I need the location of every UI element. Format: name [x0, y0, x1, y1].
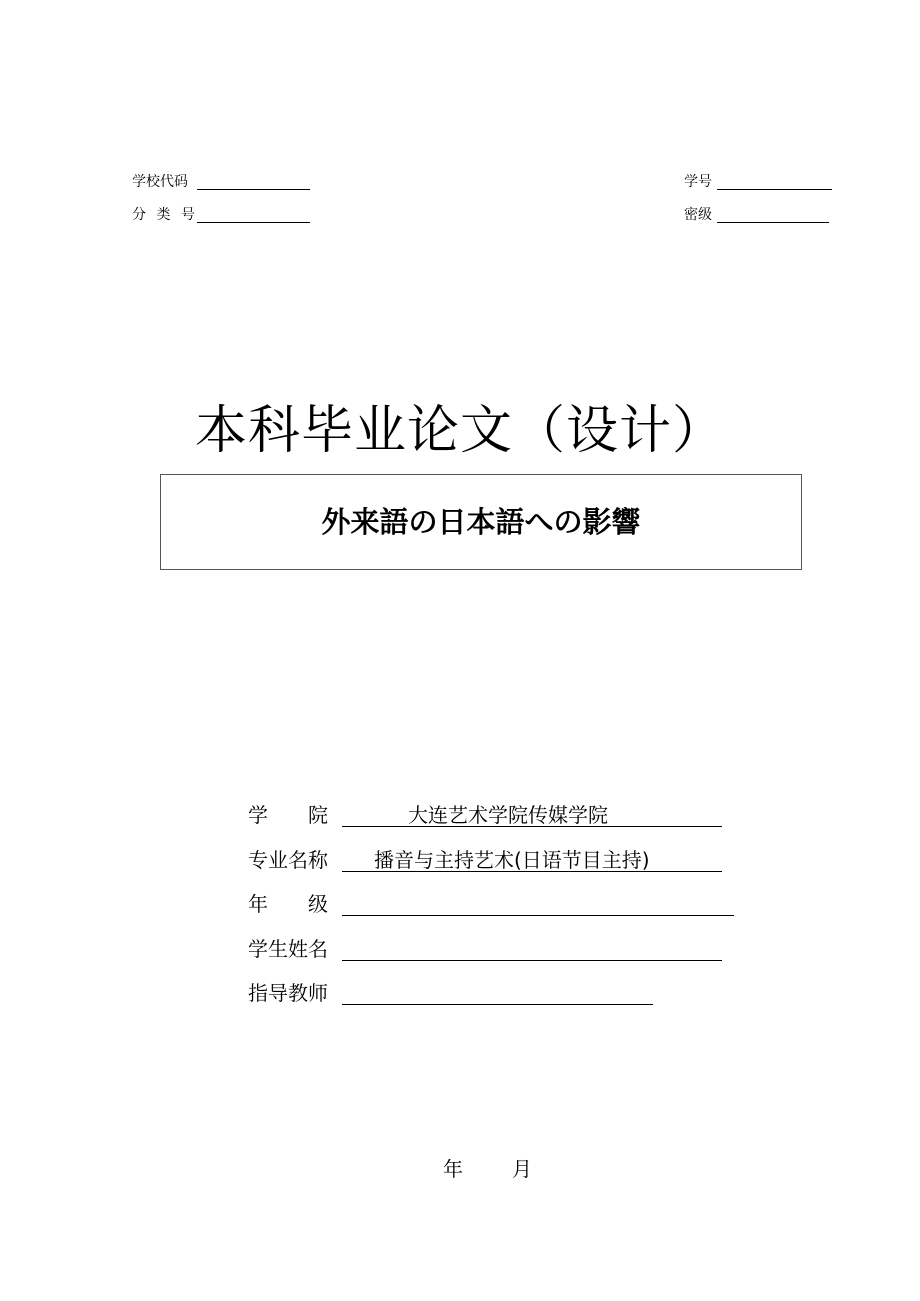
- grade-label: 年 级: [248, 892, 328, 916]
- advisor-field[interactable]: [342, 1004, 653, 1005]
- month-label: 月: [512, 1157, 532, 1181]
- student-id-field[interactable]: [717, 189, 832, 190]
- classification-label: 分 类 号: [132, 207, 198, 223]
- grade-field[interactable]: [342, 915, 734, 916]
- major-label: 专业名称: [248, 848, 328, 872]
- year-label: 年: [443, 1157, 463, 1181]
- secrecy-field[interactable]: [717, 222, 829, 223]
- major-value: 播音与主持艺术(日语节目主持): [374, 848, 650, 872]
- page-title: 本科毕业论文（设计）: [194, 401, 725, 461]
- student-id-label: 学号: [684, 174, 712, 190]
- school-code-label: 学校代码: [132, 174, 188, 190]
- secrecy-label: 密级: [684, 207, 712, 223]
- advisor-label: 指导教师: [248, 981, 328, 1005]
- classification-field[interactable]: [197, 222, 310, 223]
- school-code-field[interactable]: [197, 189, 310, 190]
- college-value: 大连艺术学院传媒学院: [408, 803, 608, 827]
- student-name-label: 学生姓名: [248, 937, 328, 961]
- student-name-field[interactable]: [342, 960, 722, 961]
- college-label: 学 院: [248, 803, 328, 827]
- thesis-title-box: [160, 474, 802, 570]
- thesis-title: 外来語の日本語への影響: [321, 505, 641, 539]
